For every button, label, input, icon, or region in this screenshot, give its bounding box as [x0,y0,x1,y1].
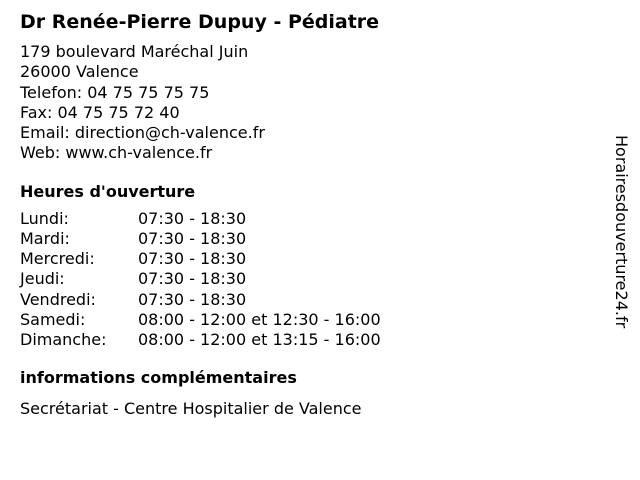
hours-day: Mardi: [20,228,70,248]
hours-time: 07:30 - 18:30 [138,289,247,309]
hours-heading: Heures d'ouverture [20,181,196,201]
hours-row [20,290,381,310]
hours-row [20,310,381,330]
site-brand-vertical: Horairesdouverture24.fr [612,135,631,329]
web-line: Web: www.ch-valence.fr [20,143,213,163]
hours-time: 07:30 - 18:30 [138,208,247,228]
hours-day: Vendredi: [20,289,96,309]
fax-line: Fax: 04 75 75 72 40 [20,102,180,122]
hours-row [20,229,381,249]
info-heading: informations complémentaires [20,368,297,388]
address-block [20,42,600,164]
hours-time: 08:00 - 12:00 et 13:15 - 16:00 [138,330,381,349]
email-line: Email: direction@ch-valence.fr [20,123,265,143]
hours-day: Dimanche: [20,330,107,349]
hours-row [20,249,381,269]
hours-row [20,330,381,350]
hours-day: Mercredi: [20,249,95,269]
address-street: 179 boulevard Maréchal Juin [20,42,249,61]
hours-day: Samedi: [20,309,86,329]
hours-row [20,269,381,289]
hours-day: Jeudi: [20,269,65,289]
hours-time: 07:30 - 18:30 [138,269,247,289]
address-city: 26000 Valence [20,62,139,82]
hours-row [20,209,381,229]
page-title: Dr Renée-Pierre Dupuy - Pédiatre [20,11,380,33]
business-listing [20,8,600,419]
phone-line: Telefon: 04 75 75 75 75 [20,82,210,102]
hours-time: 07:30 - 18:30 [138,228,247,248]
hours-table [20,209,381,350]
hours-time: 07:30 - 18:30 [138,249,247,269]
hours-day: Lundi: [20,208,69,228]
info-text: Secrétariat - Centre Hospitalier de Valence [20,399,362,419]
hours-time: 08:00 - 12:00 et 12:30 - 16:00 [138,309,381,329]
